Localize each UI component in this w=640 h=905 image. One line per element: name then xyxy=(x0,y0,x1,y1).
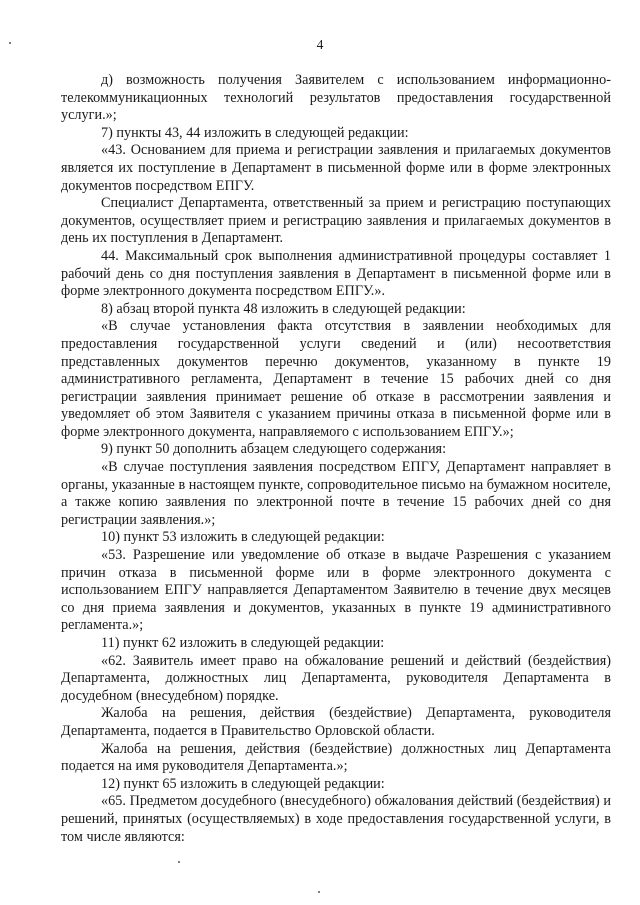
page-number: 4 xyxy=(316,37,324,52)
paragraph-point-50-text: «В случае поступления заявления посредством ЕПГУ, Департамент направляет в органы, указанные в настоящем пункте, сопроводительное письмо на бумажном носителе, а также копию заявления по электронной почте в течение 15 рабочих дней со дня регистрации заявления.»; xyxy=(61,459,611,528)
paragraph-point-48-text: «В случае установления факта отсутствия в заявлении необходимых для предоставления государственной услуги сведений и (или) несоответствия представленных документов перечню документов, указанному в пункте 19 административного регламента, Департамент в течение 15 рабочих дней со дня регистрации заявления принимает решение об отказе в рассмотрении заявления и уведомляет об этом Заявителя с указанием причины отказа в письменной форме или в форме электронного документа, направляемого с использованием ЕПГУ.»; xyxy=(61,318,611,440)
paragraph-point-44: 44. Максимальный срок выполнения административной процедуры составляет 1 рабочий день со дня поступления заявления в Департамент в письменной форме или в форме электронного документа посредством ЕПГУ.». xyxy=(61,247,611,300)
document-body xyxy=(61,72,611,846)
paragraph-point-62: «62. Заявитель имеет право на обжалование решений и действий (бездействия) Департамента, должностных лиц Департамента, руководителя Департамента в досудебном (внесудебном) порядке. xyxy=(61,652,611,704)
scan-speck xyxy=(178,861,180,863)
paragraph-amend-9: 9) пункт 50 дополнить абзацем следующего содержания: xyxy=(101,441,447,458)
paragraph-amend-12: 12) пункт 65 изложить в следующей редакции: xyxy=(101,775,385,792)
paragraph-point-65: «65. Предметом досудебного (внесудебного) обжалования действий (бездействия) и решений, принятых (осуществляемых) в ходе предоставления государственной услуги, в том числе являются: xyxy=(61,793,611,845)
paragraph-complaint-government: Жалоба на решения, действия (бездействие) Департамента, руководителя Департамента, подается в Правительство Орловской области. xyxy=(61,705,611,739)
paragraph-amend-11: 11) пункт 62 изложить в следующей редакции: xyxy=(101,635,385,651)
paragraph-point-43: «43. Основанием для приема и регистрации заявления и прилагаемых документов является их поступление в Департамент в письменной форме или в форме электронных документов посредством ЕПГУ. xyxy=(61,142,611,194)
scan-speck xyxy=(9,42,11,44)
paragraph-complaint-head: Жалоба на решения, действия (бездействие) должностных лиц Департамента подается на имя руководителя Департамента.»; xyxy=(61,740,611,775)
paragraph-amend-10: 10) пункт 53 изложить в следующей редакции: xyxy=(101,529,385,546)
paragraph-amend-8: 8) абзац второй пункта 48 изложить в следующей редакции: xyxy=(101,300,466,317)
paragraph-specialist: Специалист Департамента, ответственный за прием и регистрацию поступающих документов, осуществляет прием и регистрацию заявления и прилагаемых документов в день их поступления в Департамент. xyxy=(61,195,611,247)
paragraph-point-53: «53. Разрешение или уведомление об отказе в выдаче Разрешения с указанием причин отказа в письменной форме или в форме электронного документа с использованием ЕПГУ направляется Департаментом Заявителю в течение двух месяцев со дня приема заявления и документов, указанных в пункте 19 административного регламента.»; xyxy=(61,547,611,634)
scan-speck xyxy=(318,891,320,893)
paragraph-amend-7: 7) пункты 43, 44 изложить в следующей редакции: xyxy=(101,124,409,141)
paragraph-item-d: д) возможность получения Заявителем с использованием информационно-телекоммуникационных технологий результатов предоставления государственной услуги.»; xyxy=(61,72,611,124)
